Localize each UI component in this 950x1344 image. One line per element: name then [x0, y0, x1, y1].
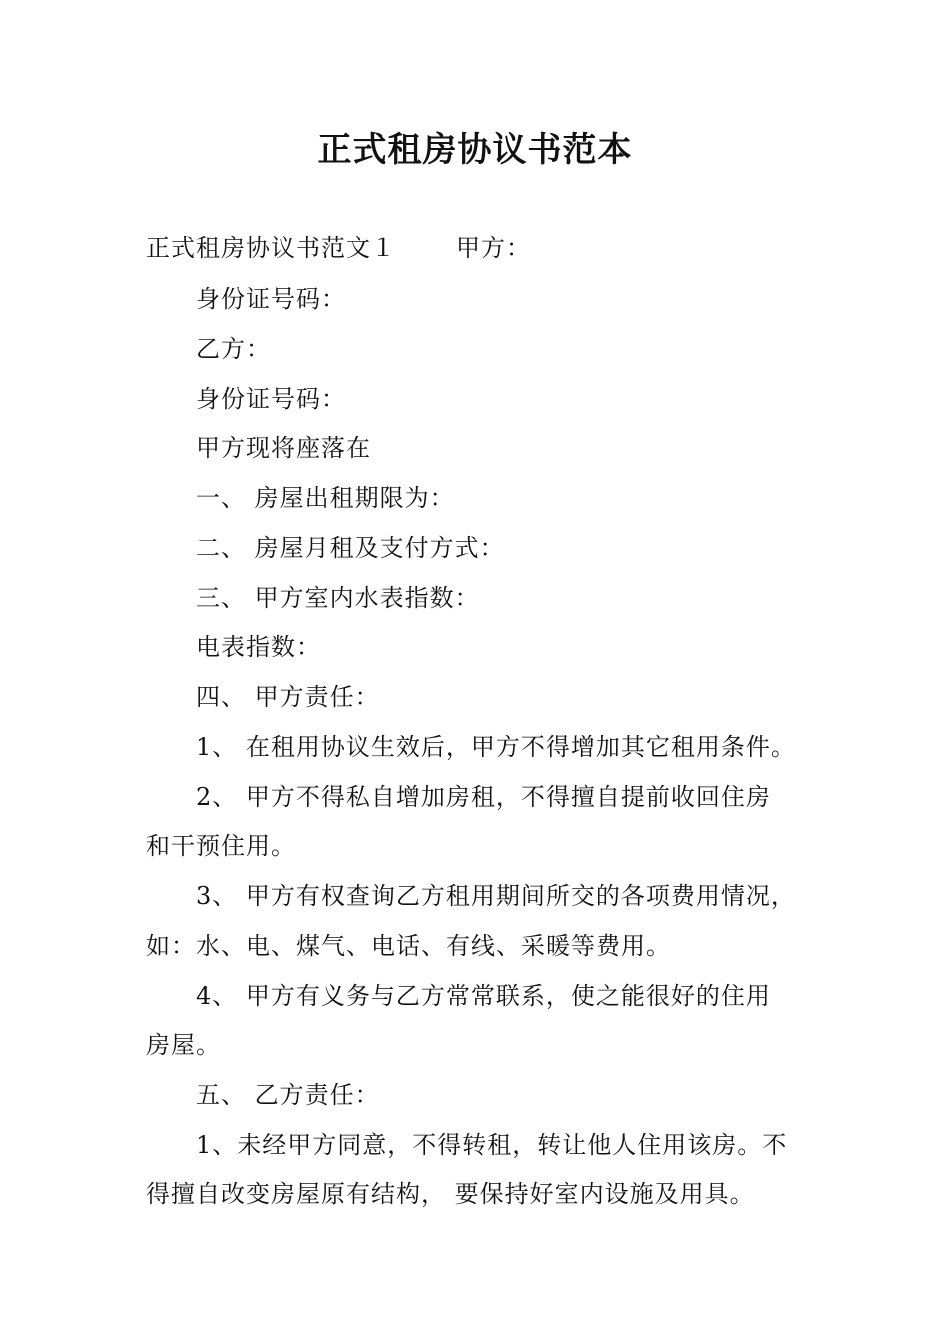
section-five: 五、 乙方责任：: [196, 1081, 380, 1109]
section-one: 一、 房屋出租期限为：: [196, 484, 455, 512]
party-a-id-line: 身份证号码：: [196, 285, 346, 313]
document-title: 正式租房协议书范本: [317, 130, 633, 170]
clause-a4-cont: 房屋。: [146, 1031, 221, 1059]
clause-a3-cont: 如：水、电、煤气、电话、有线、采暖等费用。: [146, 932, 671, 960]
location-line: 甲方现将座落在: [196, 434, 371, 462]
section-three: 三、 甲方室内水表指数：: [196, 584, 480, 612]
clause-a2: 2、 甲方不得私自增加房租，不得擅自提前收回住房: [196, 783, 771, 811]
clause-b1: 1、未经甲方同意，不得转租，转让他人住用该房。不: [196, 1131, 788, 1159]
section-two: 二、 房屋月租及支付方式：: [196, 534, 505, 562]
intro-line: [146, 232, 531, 264]
section-four: 四、 甲方责任：: [196, 683, 380, 711]
party-b-id-line: 身份证号码：: [196, 385, 346, 413]
clause-a2-cont: 和干预住用。: [146, 832, 296, 860]
clause-a1: 1、 在租用协议生效后，甲方不得增加其它租用条件。: [196, 733, 796, 761]
party-b-line: 乙方：: [196, 335, 271, 363]
electric-meter-line: 电表指数：: [196, 633, 321, 661]
clause-a4: 4、 甲方有义务与乙方常常联系，使之能很好的住用: [196, 982, 771, 1010]
intro-heading: 正式租房协议书范文１: [146, 234, 396, 262]
party-a-label: 甲方：: [456, 234, 531, 262]
clause-b1-cont: 得擅自改变房屋原有结构， 要保持好室内设施及用具。: [146, 1180, 755, 1208]
clause-a3: 3、 甲方有权查询乙方租用期间所交的各项费用情况，: [196, 882, 796, 910]
